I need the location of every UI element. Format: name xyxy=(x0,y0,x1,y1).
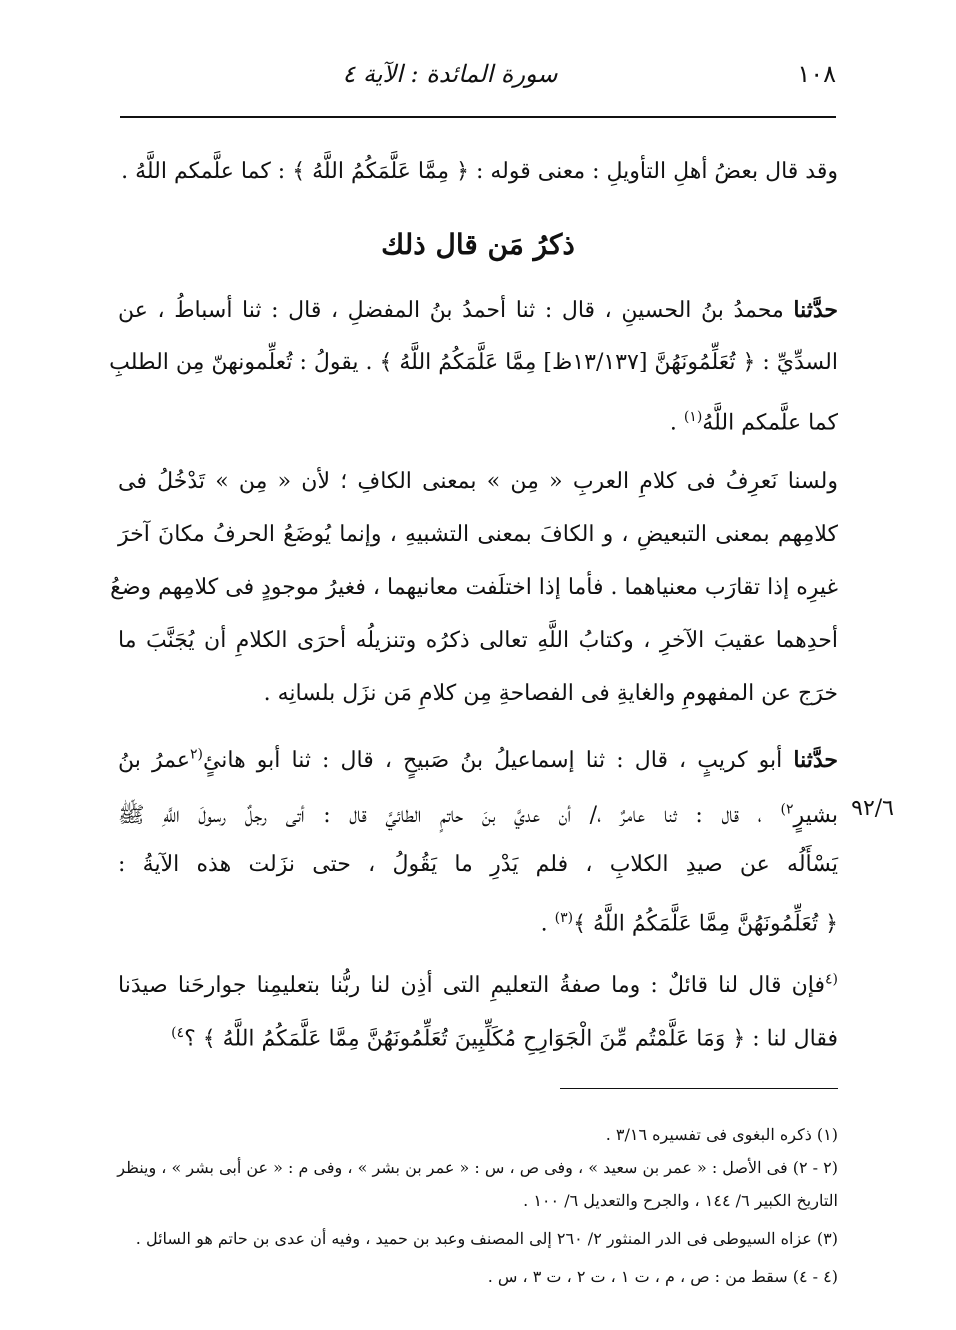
footnote-3: (٣) عزاه السيوطى فى الدر المنثور ٢/ ٢٦٠ إلى المصنف وعبد بن حميد ، وفيه أن عدى بن حاتم هو السائل . xyxy=(135,1229,838,1248)
paragraph-4-line-2 xyxy=(118,1018,838,1054)
marginal-reference: ٩٢/٦ xyxy=(851,796,894,821)
paragraph-2-line-1 xyxy=(118,467,838,497)
paragraph-3-line-3 xyxy=(118,850,838,880)
paragraph-1-text-1: محمدُ بنُ الحسينِ ، قال : ثنا أحمدُ بنُ المفضلِ ، قال : ثنا أسباطُ ، عن xyxy=(118,298,794,323)
paragraph-1-end: . xyxy=(669,410,684,436)
hadith-lead-2: حدَّثنا xyxy=(793,747,838,774)
paragraph-2-line-3 xyxy=(110,573,838,603)
paragraph-3-text-1: أبو كريبٍ ، قال : ثنا إسماعيلُ بنُ صَبيحٍ ، قال : ثنا أبو هانئٍ xyxy=(202,748,794,774)
paragraph-2-text-1: ولسنا نَعرِفُ فى كلامِ العربِ « مِن » بمعنى الكافِ ؛ لأن « مِن » تَدْخُلُ فى xyxy=(118,469,838,494)
paragraph-3-text-3: يَسْأَلُه عن صيدِ الكلابِ ، فلم يَدْرِ ما يَقُولُ ، حتى نزَلت هذه الآيةُ : xyxy=(118,852,838,877)
footnote-1: (١) ذكره البغوى فى تفسيره ٣/١٦ . xyxy=(605,1125,838,1144)
paragraph-1-line-1 xyxy=(118,295,838,326)
footnote-rule xyxy=(560,1088,838,1089)
paragraph-3-end: . xyxy=(540,911,555,937)
intro-text: وقد قال بعضُ أهلِ التأويلِ : معنى قوله : ﴿ مِمَّا عَلَّمَكُمُ اللَّهُ ﴾ : كما علَّمكم اللَّهُ . xyxy=(121,159,838,184)
footnote-ref-3: (٣) xyxy=(554,910,574,926)
section-heading: ذكرُ مَن قال ذلك xyxy=(381,228,575,261)
paragraph-2-text-3: غيرِه إذا تقارَب معنياهما . فأما إذا اختلَفت معانيهما ، فغيرُ موجودٍ فى كلامِهم وضعُ xyxy=(110,575,838,600)
paragraph-2-line-2 xyxy=(118,520,838,550)
footnote-ref-4-open: (٤ xyxy=(825,972,838,988)
paragraph-4-text-2: فقال لنا : ﴿ وَمَا عَلَّمْتُم مِّنَ الْجَوَارِحِ مُكَلِّبِينَ تُعَلِّمُونَهُنَّ مِمَّا عَلَّمَكُمُ اللَّهُ ﴾ ؟ xyxy=(184,1026,838,1052)
footnote-2-line-1: (٢ - ٢) فى الأصل : « عمر بن سعيد » ، وفى ص ، س : « عمر بن بشر » ، وفى م : « عن أبى بشر » ، وينظر xyxy=(117,1158,838,1177)
quran-quote: ﴿ تُعَلِّمُونَهُنَّ مِمَّا عَلَّمَكُمُ اللَّهُ ﴾ xyxy=(573,911,838,937)
paragraph-2-text-4: أحدِهما عقيبَ الآخرِ ، وكتابُ اللَّهِ تعالى ذكرُه وتنزيلُه أحرَى الكلامِ أن يُجَنَّبَ ما xyxy=(118,628,838,653)
header-rule xyxy=(120,116,836,118)
paragraph-3-line-1 xyxy=(118,740,838,776)
footnote-ref-1: (١) xyxy=(683,409,703,425)
paragraph-4-line-1 xyxy=(118,965,838,1001)
paragraph-1-line-2 xyxy=(109,348,838,378)
footnote-ref-2-open: (٢ xyxy=(189,747,203,763)
paragraph-2-text-5: خرَج عن المفهومِ والغايةِ فى الفصاحةِ مِن كلامِ مَن نزَل بلسانِه . xyxy=(263,681,838,706)
footnote-ref-2-close: ٢) xyxy=(780,802,794,818)
footnote-4: (٤ - ٤) سقط من : ص ، م ، ت ١ ، ت ٢ ، ت ٣ ، س . xyxy=(487,1267,838,1286)
paragraph-2-text-2: كلامِهم بمعنى التبعيضِ ، و الكافَ بمعنى التشبيهِ ، وإنما يُوضَعُ الحرفُ مكانَ آخرَ xyxy=(118,522,838,547)
paragraph-2-line-4 xyxy=(118,626,838,656)
paragraph-4-text-1: فإن قال لنا قائلٌ : وما صفةُ التعليمِ التى أذِن لنا ربُّنا بتعليمِنا جوارحَنا صيدَنا xyxy=(118,973,825,999)
intro-line xyxy=(118,157,838,187)
footnote-2-line-2: التاريخ الكبير ٦/ ١٤٤ ، والجرح والتعديل ٦/ ١٠٠ . xyxy=(523,1191,838,1210)
paragraph-3-text-2-start: بشيرٍ xyxy=(793,803,838,829)
paragraph-3-line-2 xyxy=(118,795,838,831)
paragraph-1-text-2: السدِّيِّ : ﴿ تُعَلِّمُونَهُنَّ [١٣/١٣٧ظ] مِمَّا عَلَّمَكُمُ اللَّهُ ﴾ . يقولُ : تُعلِّمونهنّ مِن الطلبِ xyxy=(109,350,838,375)
paragraph-1-line-3 xyxy=(118,402,838,438)
running-title: سورة المائدة : الآية ٤ xyxy=(342,60,558,88)
paragraph-2-line-5 xyxy=(118,679,838,709)
footnote-ref-4-close: ٤) xyxy=(171,1025,185,1041)
paragraph-3-text-2: ، قال : ثنا عامرٌ ،/ أن عديَّ بنَ حاتمٍ الطائيَّ قال : أتى رجلٌ رسولَ اللَّهِ ﷺ xyxy=(118,803,781,829)
paragraph-3-text-1-end: عمرُ بنُ xyxy=(118,748,190,774)
paragraph-1-text-3: كما علَّمكم اللَّهُ xyxy=(702,410,838,436)
hadith-lead: حدَّثنا xyxy=(793,297,838,323)
paragraph-3-line-4 xyxy=(118,903,838,939)
page-number: ١٠٨ xyxy=(797,60,836,88)
